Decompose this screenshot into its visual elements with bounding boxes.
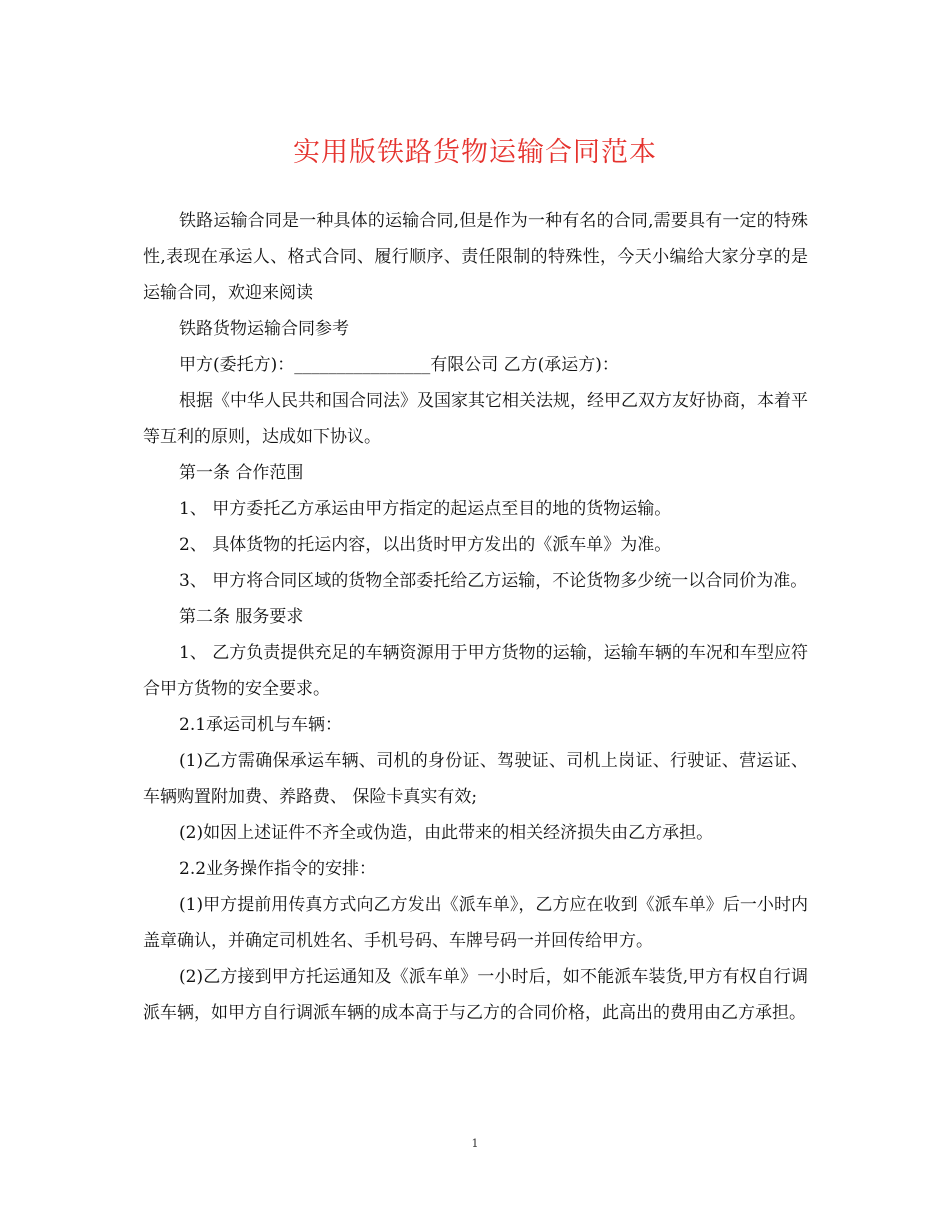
article-two-item-1: 1、 乙方负责提供充足的车辆资源用于甲方货物的运输，运输车辆的车况和车型应符合甲方货物的安全要求。 bbox=[143, 643, 808, 699]
document-body bbox=[143, 203, 808, 1031]
agreement-basis-paragraph: 根据《中华人民共和国合同法》及国家其它相关法规，经甲乙双方友好协商，本着平等互利的原则，达成如下协议。 bbox=[143, 391, 808, 447]
section-2-1-item-2: (2)如因上述证件不齐全或伪造，由此带来的相关经济损失由乙方承担。 bbox=[179, 823, 714, 843]
document-title: 实用版铁路货物运输合同范本 bbox=[293, 137, 657, 168]
article-two-heading: 第二条 服务要求 bbox=[179, 607, 304, 627]
section-2-1-heading: 2.1承运司机与车辆： bbox=[179, 715, 343, 735]
parties-line: 甲方(委托方)：________________有限公司 乙方(承运方)： bbox=[179, 355, 619, 375]
section-2-2-heading: 2.2业务操作指令的安排： bbox=[179, 859, 377, 879]
article-one-item-3: 3、 甲方将合同区域的货物全部委托给乙方运输，不论货物多少统一以合同价为准。 bbox=[179, 571, 808, 591]
reference-heading: 铁路货物运输合同参考 bbox=[179, 319, 349, 339]
page-number: 1 bbox=[471, 1137, 479, 1150]
article-one-item-1: 1、 甲方委托乙方承运由甲方指定的起运点至目的地的货物运输。 bbox=[179, 499, 672, 519]
intro-paragraph: 铁路运输合同是一种具体的运输合同,但是作为一种有名的合同,需要具有一定的特殊性,表现在承运人、格式合同、履行顺序、责任限制的特殊性，今天小编给大家分享的是运输合同，欢迎来阅读 bbox=[143, 211, 808, 303]
section-2-1-item-1: (1)乙方需确保承运车辆、司机的身份证、驾驶证、司机上岗证、行驶证、营运证、车辆购置附加费、养路费、 保险卡真实有效; bbox=[143, 751, 808, 807]
article-one-item-2: 2、 具体货物的托运内容，以出货时甲方发出的《派车单》为准。 bbox=[179, 535, 672, 555]
section-2-2-item-1: (1)甲方提前用传真方式向乙方发出《派车单》，乙方应在收到《派车单》后一小时内盖章确认，并确定司机姓名、手机号码、车牌号码一并回传给甲方。 bbox=[143, 895, 808, 951]
section-2-2-item-2: (2)乙方接到甲方托运通知及《派车单》一小时后，如不能派车装货,甲方有权自行调派车辆，如甲方自行调派车辆的成本高于与乙方的合同价格，此高出的费用由乙方承担。 bbox=[143, 967, 808, 1023]
article-one-heading: 第一条 合作范围 bbox=[179, 463, 304, 483]
